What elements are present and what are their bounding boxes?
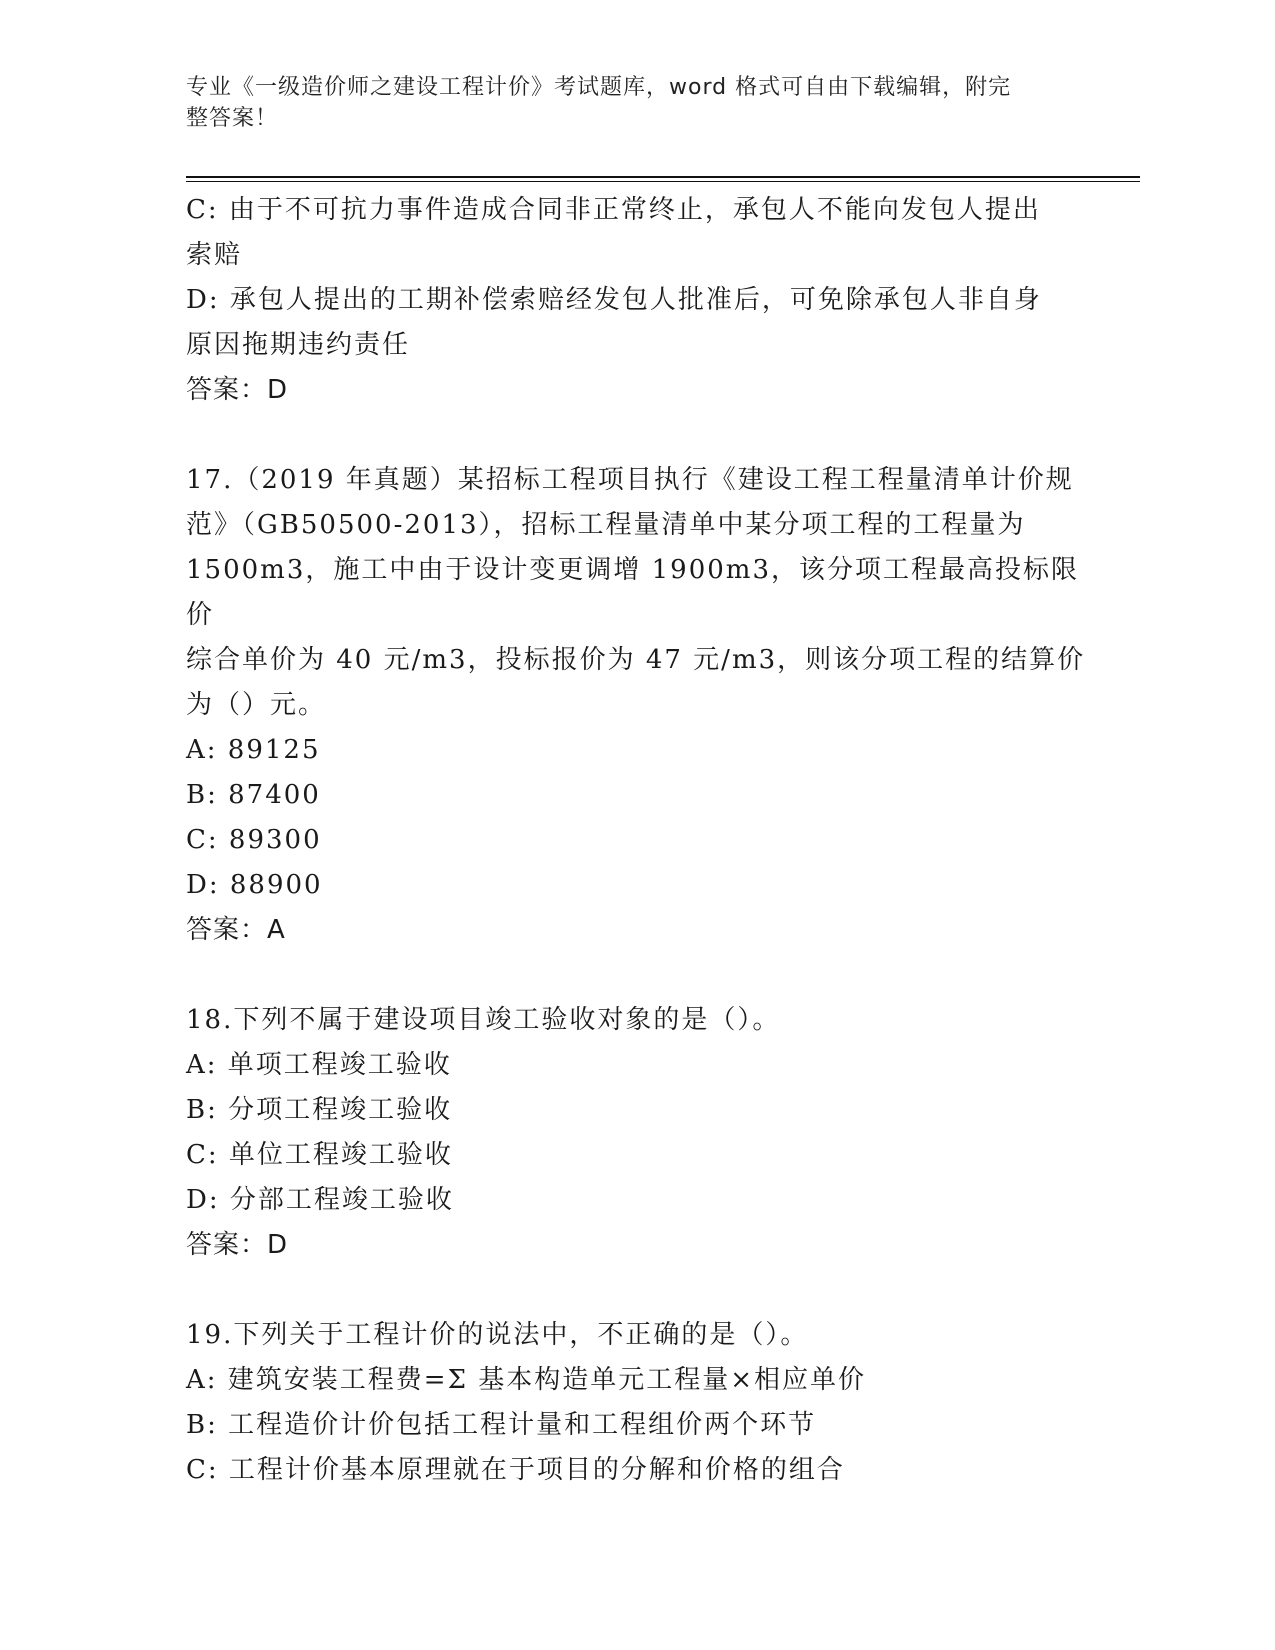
question-17 xyxy=(186,458,1086,953)
page-header xyxy=(186,72,1066,134)
q19-stem: 19.下列关于工程计价的说法中，不正确的是（）。 xyxy=(186,1320,809,1350)
q17-option-b: B: 87400 xyxy=(186,780,321,810)
q18-option-d: D: 分部工程竣工验收 xyxy=(186,1185,454,1215)
header-divider-thin xyxy=(186,181,1140,182)
question-16 xyxy=(186,188,1086,413)
header-line-1: 专业《一级造价师之建设工程计价》考试题库，word 格式可自由下载编辑，附完 xyxy=(186,75,1012,100)
q18-option-a: A: 单项工程竣工验收 xyxy=(186,1050,452,1080)
question-18 xyxy=(186,998,1086,1268)
q16-answer: 答案：D xyxy=(186,375,289,405)
header-line-2: 整答案！ xyxy=(186,106,279,131)
question-19 xyxy=(186,1313,1086,1493)
q16-option-d-line-1: D: 承包人提出的工期补偿索赔经发包人批准后，可免除承包人非自身 xyxy=(186,285,1042,315)
header-divider-thick xyxy=(186,176,1140,178)
q17-stem-line-1: 17.（2019 年真题）某招标工程项目执行《建设工程工程量清单计价规 xyxy=(186,465,1074,495)
q18-option-c: C: 单位工程竣工验收 xyxy=(186,1140,453,1170)
q17-option-d: D: 88900 xyxy=(186,870,323,900)
q19-option-b: B: 工程造价计价包括工程计量和工程组价两个环节 xyxy=(186,1410,817,1440)
q18-answer: 答案：D xyxy=(186,1230,289,1260)
q17-stem-line-4: 综合单价为 40 元/m3，投标报价为 47 元/m3，则该分项工程的结算价 xyxy=(186,645,1086,675)
q16-option-c-line-2: 索赔 xyxy=(186,240,243,270)
q19-option-c: C: 工程计价基本原理就在于项目的分解和价格的组合 xyxy=(186,1455,845,1485)
q16-option-c-line-1: C: 由于不可抗力事件造成合同非正常终止，承包人不能向发包人提出 xyxy=(186,195,1041,225)
q17-stem-line-5: 为（）元。 xyxy=(186,690,327,720)
q17-option-a: A: 89125 xyxy=(186,735,321,765)
q16-option-d-line-2: 原因拖期违约责任 xyxy=(186,330,411,360)
q17-stem-line-2: 范》（GB50500-2013），招标工程量清单中某分项工程的工程量为 xyxy=(186,510,1026,540)
q18-option-b: B: 分项工程竣工验收 xyxy=(186,1095,453,1125)
spacer xyxy=(186,953,1086,998)
q17-option-c: C: 89300 xyxy=(186,825,322,855)
q18-stem: 18.下列不属于建设项目竣工验收对象的是（）。 xyxy=(186,1005,781,1035)
spacer xyxy=(186,413,1086,458)
q17-answer: 答案：A xyxy=(186,915,286,945)
document-body xyxy=(186,188,1086,1493)
q17-stem-line-3: 1500m3，施工中由于设计变更调增 1900m3，该分项工程最高投标限价 xyxy=(186,555,1079,630)
spacer xyxy=(186,1268,1086,1313)
q19-option-a: A: 建筑安装工程费=Σ 基本构造单元工程量×相应单价 xyxy=(186,1365,867,1395)
